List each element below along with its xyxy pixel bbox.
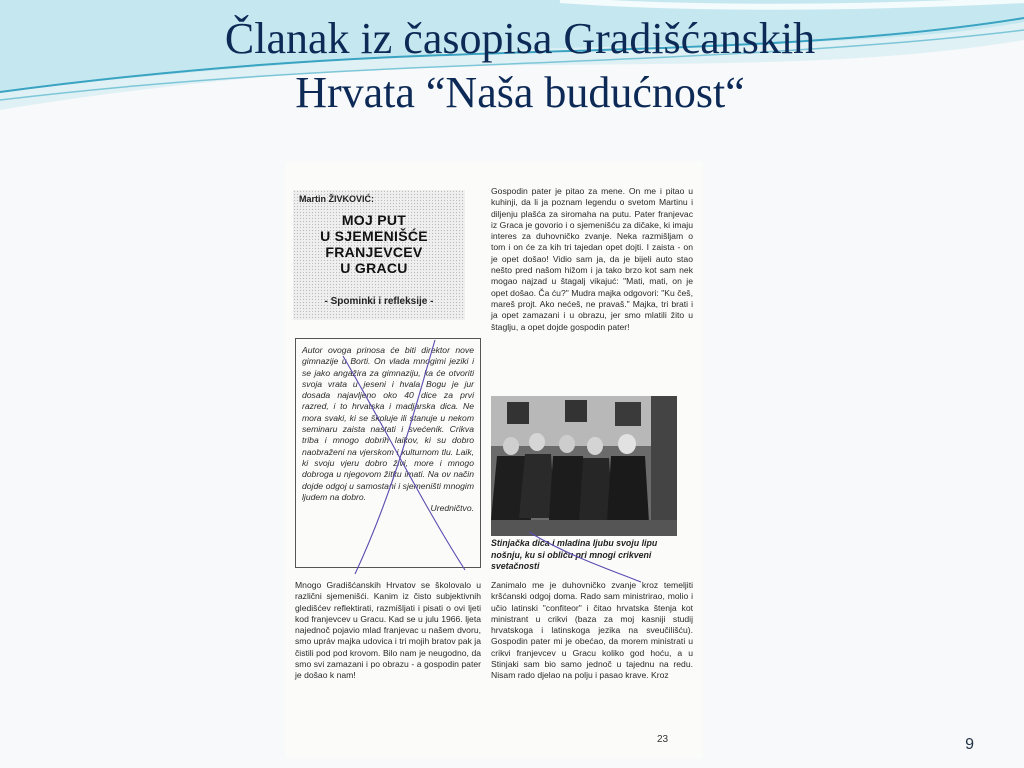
left-column-body: Mnogo Gradišćanskih Hrvatov se školovalo u različni sjemenišći. Kanim iz čisto subjektivnih gledišćev reflektirati, razmišljati i pisati o ovi ljeti kod franjevcev u Gracu. Kad se u julu 1966. ljeta najednoč pojavio mlad franjevac u našem dvoru, smo upráv majka udovica i tri mojih bratov pak ja čistili pod pod krovom. Bilo nam je neugodno, da smo svi zamazani i po obrazu - a gospodin pater je došao k nam! [295, 580, 481, 681]
editor-note-text: Autor ovoga prinosa će biti direktor nove gimnazije u Borti. On vlada mnogimi jeziki i se jako angažira za gimnaziju, ka će otvoriti svoja vrata u jeseni i hvala Bogu je jur dosada najavljeno oko 40 dice za prvi razred, i to hrvatska i madjarska dica. Ne mora svaki, ki se školuje ili stanuje u nekom seminaru zaista nastati i svećenik. Crikva triba i mnogo dobrih laikov, ki su dobro naobraženi na vjerskom i kulturnom tlu. Laik, ki svoju vjeru dobro živi, more i mnogo dobroga u njegovom žitku imati. Na ov način dojde odgoj u samostani i sjemeništi mnogim ljudem na dobro. [302, 345, 474, 502]
headline-line-1: MOJ PUT [341, 212, 407, 228]
article-author: Martin ŽIVKOVIĆ: [299, 194, 375, 204]
folk-costume-photo [491, 396, 677, 536]
editor-note-box [295, 338, 481, 568]
photo-caption: Stinjačka dica i mladina ljubu svoju lipu nošnju, ku si obliču pri mnogi crikveni svetačnosti [491, 538, 658, 571]
headline-line-4: U GRACU [340, 260, 408, 276]
slide-title [40, 12, 1000, 120]
slide-title-line-2: Hrvata “Naša budućnost“ [295, 68, 745, 117]
scan-page-number: 23 [657, 734, 669, 745]
article-headline [299, 212, 449, 276]
slide-title-line-1: Članak iz časopisa Gradišćanskih [224, 14, 816, 63]
right-column-bottom: Zanimalo me je duhovničko zvanje kroz temeljiti kršćanski odgoj doma. Rado sam ministrirao, molio i učio latinski "confiteor" i čitao hrvatska štenja kot ministrant u crikvi (baza za moj kasniji studij hrvatskoga i latinskoga jezika na sveučilišću). Gospodin pater mi je obećao, da morem ministrati u crikvi franjevcev u Gracu koliko god hoću, a u Stinjaki sam bio samo jednoč u tajednu na redu. Nisam rado djelao na polju i pasao krave. Kroz [491, 580, 693, 681]
headline-line-2: U SJEMENIŠĆE [320, 228, 428, 244]
article-subtitle: - Spominki i refleksije - [324, 296, 434, 307]
headline-line-3: FRANJEVCEV [325, 244, 423, 260]
right-column-top: Gospodin pater je pitao za mene. On me i pitao u kuhinji, da li ja poznam legendu o svetom Martinu i diljenju plašća za siromaha na putu. Pater franjevac iz Graca je govorio i o sjemenišću za dičake, ki imaju interes za duhovničko zvanje. Neka razmišljam o tom i on će za kih tri tajedan opet dojti. I zaista - on je opet došao! Vidio sam ja, da je bijeli auto stao nešto pred našom hižom i ja tako brzo kot sam nek mogao najzad u štagalj vikajuć: "Mati, mati, on je opet došao. Ča ću?" Mudra majka odgovori: "Ku češ, mareš projt. Ako nećeš, ne pravaš." Majka, tri brati i ja opet zamazani i u obrazu, jer smo mlatili žito u štaglju, a opet dojde gospodin pater! [491, 186, 693, 332]
editor-signature: Uredničtvo. [430, 503, 474, 514]
article-scan [285, 162, 703, 758]
slide-page-number: 9 [965, 736, 974, 753]
